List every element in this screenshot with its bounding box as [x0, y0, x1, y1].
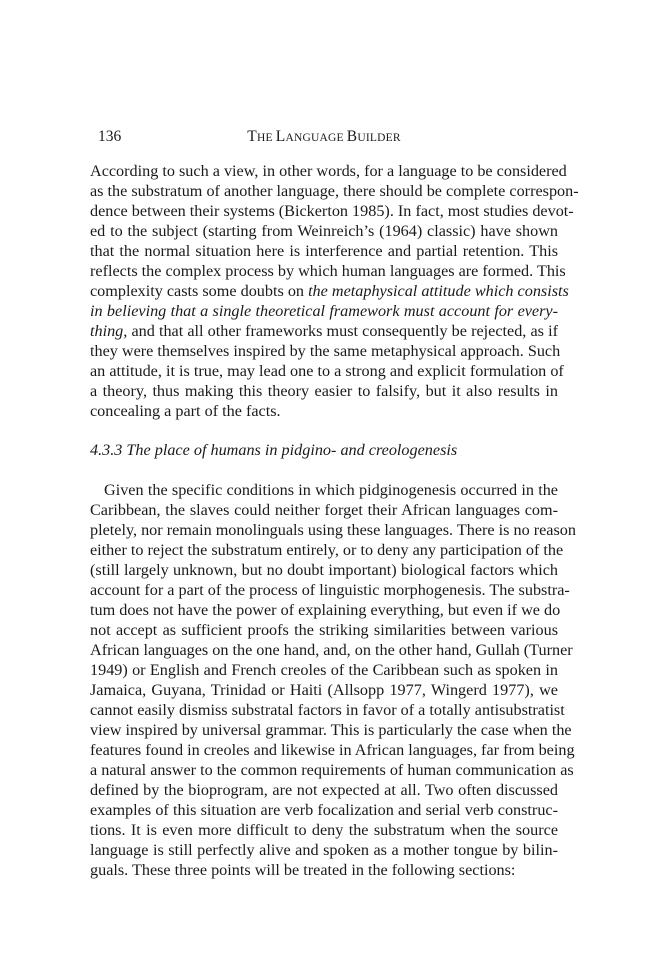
- section-heading: 4.3.3 The place of humans in pidgino- and creologenesis: [90, 441, 458, 459]
- text-line: thing, and that all other frameworks must consequently be rejected, as if: [90, 322, 558, 340]
- text-line: either to reject the substratum entirely, or to deny any participation of the: [90, 541, 564, 559]
- text-line: examples of this situation are verb focalization and serial verb construc-: [90, 801, 558, 819]
- text-line: complexity casts some doubts on the metaphysical attitude which consists: [90, 282, 569, 300]
- emphasis: thing,: [90, 322, 128, 340]
- text-line: concealing a part of the facts.: [90, 402, 281, 420]
- text-line: features found in creoles and likewise in African languages, far from being: [90, 741, 575, 759]
- text-line: Caribbean, the slaves could neither forget their African languages com-: [90, 501, 558, 519]
- text-line: an attitude, it is true, may lead one to a strong and explicit formulation of: [90, 362, 564, 380]
- text-line: view inspired by universal grammar. This is particularly the case when the: [90, 721, 572, 739]
- emphasis: the metaphysical attitude which consists: [308, 282, 569, 300]
- text-line: tum does not have the power of explaining everything, but even if we do: [90, 601, 561, 619]
- text-line: reflects the complex process by which human languages are formed. This: [90, 262, 566, 280]
- running-header: [90, 128, 558, 150]
- page-number: 136: [98, 128, 122, 145]
- text-line: defined by the bioprogram, are not expected at all. Two often discussed: [90, 781, 558, 799]
- running-title: THE LANGUAGE BUILDER: [247, 128, 401, 145]
- text-line: as the substratum of another language, there should be complete correspon-: [90, 182, 579, 200]
- text-line: guals. These three points will be treated in the following sections:: [90, 861, 516, 879]
- text-line: Given the specific conditions in which pidginogenesis occurred in the: [104, 481, 558, 499]
- text-line: According to such a view, in other words, for a language to be considered: [90, 162, 567, 180]
- text-line: tions. It is even more difficult to deny the substratum when the source: [90, 821, 558, 839]
- text-line: a theory, thus making this theory easier to falsify, but it also results in: [90, 382, 558, 400]
- text-line: 1949) or English and French creoles of the Caribbean such as spoken in: [90, 661, 558, 679]
- text-line: account for a part of the process of linguistic morphogenesis. The substra-: [90, 581, 570, 599]
- text-line: in believing that a single theoretical framework must account for every-: [90, 302, 558, 320]
- text-line: pletely, nor remain monolinguals using these languages. There is no reason: [90, 521, 576, 539]
- text-line: (still largely unknown, but no doubt important) biological factors which: [90, 561, 558, 579]
- text-line: dence between their systems (Bickerton 1985). In fact, most studies devot-: [90, 202, 574, 220]
- text-line: a natural answer to the common requirements of human communication as: [90, 761, 574, 779]
- text-line: not accept as sufficient proofs the striking similarities between various: [90, 621, 558, 639]
- text-line: cannot easily dismiss substratal factors in favor of a totally antisubstratist: [90, 701, 565, 719]
- text-line: Jamaica, Guyana, Trinidad or Haiti (Allsopp 1977, Wingerd 1977), we: [90, 681, 558, 699]
- text-line: they were themselves inspired by the same metaphysical approach. Such: [90, 342, 561, 360]
- text-line: that the normal situation here is interference and partial retention. This: [90, 242, 558, 260]
- text-line: ed to the subject (starting from Weinreich’s (1964) classic) have shown: [90, 222, 558, 240]
- text-line: African languages on the one hand, and, on the other hand, Gullah (Turner: [90, 641, 573, 659]
- text-line: language is still perfectly alive and spoken as a mother tongue by bilin-: [90, 841, 558, 859]
